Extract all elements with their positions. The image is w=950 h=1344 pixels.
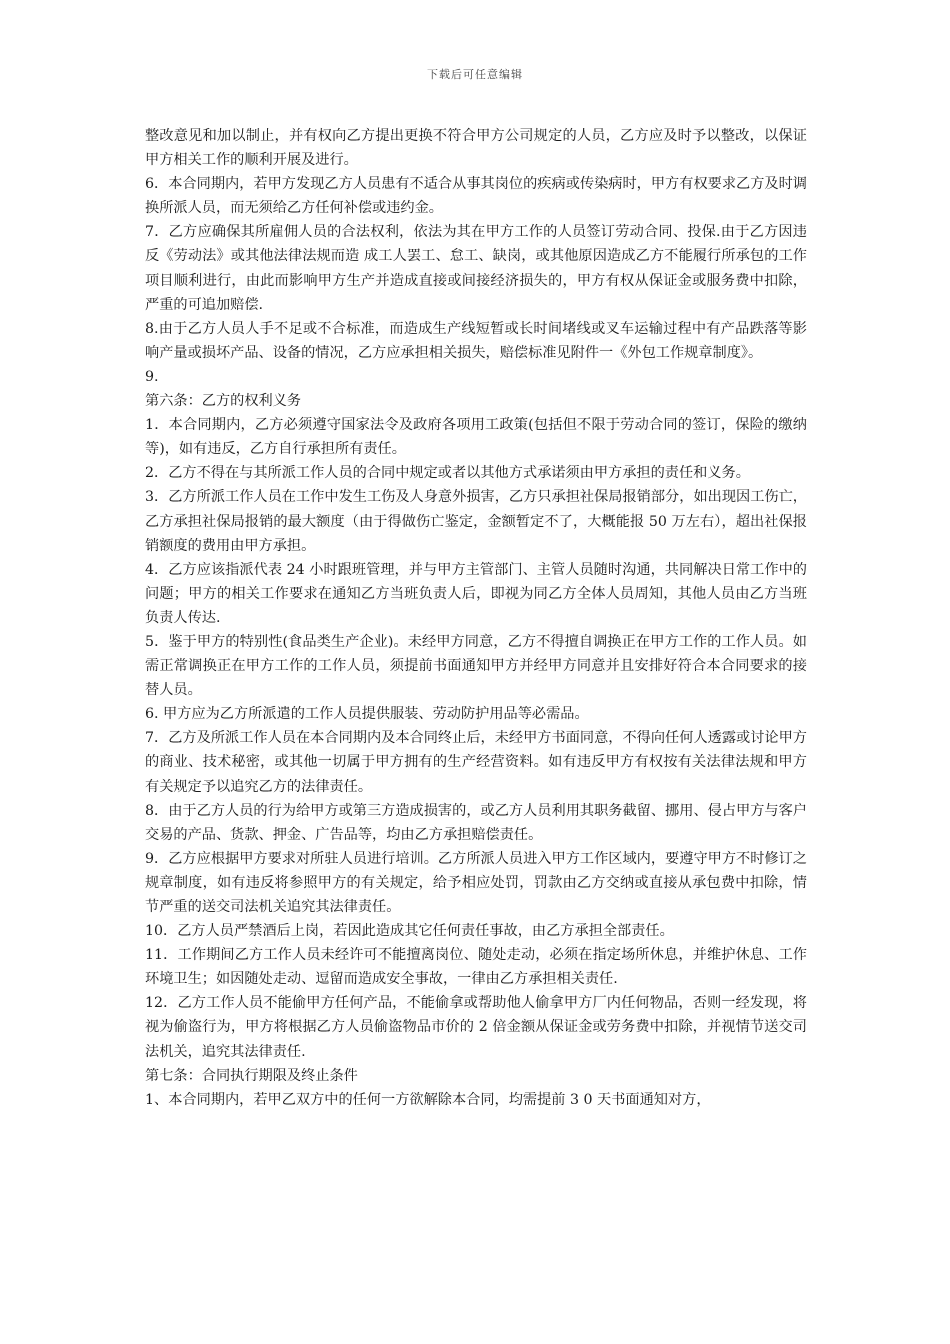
paragraph: 8．由于乙方人员的行为给甲方或第三方造成损害的，或乙方人员利用其职务截留、挪用、侵占甲方与客户交易的产品、货款、押金、广告品等，均由乙方承担赔偿责任。 [145,802,807,843]
page-header: 下载后可任意编辑 [427,68,523,81]
paragraph: 4．乙方应该指派代表 24 小时跟班管理，并与甲方主管部门、主管人员随时沟通，共同解决日常工作中的问题；甲方的相关工作要求在通知乙方当班负责人后，即视为同乙方全体人员周知，其他人员由乙方当班负责人传达. [145,561,807,626]
paragraph: 11．工作期间乙方工作人员未经许可不能擅离岗位、随处走动，必须在指定场所休息，并维护休息、工作环境卫生；如因随处走动、逗留而造成安全事故，一律由乙方承担相关责任. [145,947,807,988]
paragraph: 7．乙方及所派工作人员在本合同期内及本合同终止后，未经甲方书面同意，不得向任何人透露或讨论甲方的商业、技术秘密，或其他一切属于甲方拥有的生产经营资料。如有违反甲方有权按有关法律法规和甲方有关规定予以追究乙方的法律责任。 [145,730,807,795]
paragraph: 3．乙方所派工作人员在工作中发生工伤及人身意外损害，乙方只承担社保局报销部分，如出现因工伤亡，乙方承担社保局报销的最大额度（由于得做伤亡鉴定，金额暂定不了，大概能报 50 万左右），超出社保报销额度的费用由甲方承担。 [145,489,807,554]
section-heading: 第六条：乙方的权利义务 [145,393,302,410]
section-heading: 1、本合同期内，若甲乙双方中的任何一方欲解除本合同，均需提前 3 0 天书面通知对方， [145,1091,711,1108]
paragraph: 10．乙方人员严禁酒后上岗，若因此造成其它任何责任事故，由乙方承担全部责任。 [145,923,674,940]
paragraph: 6．本合同期内，若甲方发现乙方人员患有不适合从事其岗位的疾病或传染病时，甲方有权要求乙方及时调换所派人员，而无须给乙方任何补偿或违约金。 [145,176,807,217]
paragraph: 7．乙方应确保其所雇佣人员的合法权利，依法为其在甲方工作的人员签订劳动合同、投保.由于乙方因违反《劳动法》或其他法律法规而造 成工人罢工、怠工、缺岗，或其他原因造成乙方不能履行所承包的工作项目顺利进行，由此而影响甲方生产并造成直接或间接经济损失的，甲方有权从保证金或服务费中扣除，严重的可追加赔偿. [145,224,807,313]
paragraph: 9. [145,368,159,385]
paragraph: 2．乙方不得在与其所派工作人员的合同中规定或者以其他方式承诺须由甲方承担的责任和义务。 [145,465,750,482]
paragraph: 9．乙方应根据甲方要求对所驻人员进行培训。乙方所派人员进入甲方工作区域内，要遵守甲方不时修订之规章制度，如有违反将参照甲方的有关规定，给予相应处罚，罚款由乙方交纳或直接从承包费中扣除，情节严重的送交司法机关追究其法律责任。 [145,850,807,915]
document-body [145,124,807,1112]
paragraph: 1．本合同期内，乙方必须遵守国家法令及政府各项用工政策(包括但不限于劳动合同的签订，保险的缴纳等)，如有违反，乙方自行承担所有责任。 [145,417,807,458]
paragraph: 8.由于乙方人员人手不足或不合标准，而造成生产线短暂或长时间堵线或叉车运输过程中有产品跌落等影响产量或损坏产品、设备的情况，乙方应承担相关损失，赔偿标准见附件一《外包工作规章制度》。 [145,320,807,361]
paragraph: 6. 甲方应为乙方所派遣的工作人员提供服装、劳动防护用品等必需品。 [145,706,589,723]
paragraph: 第七条：合同执行期限及终止条件 [145,1067,358,1084]
paragraph: 12．乙方工作人员不能偷甲方任何产品，不能偷拿或帮助他人偷拿甲方厂内任何物品，否则一经发现，将视为偷盗行为，甲方将根据乙方人员偷盗物品市价的 2 倍金额从保证金或劳务费中扣除，并视情节送交司法机关，追究其法律责任. [145,995,807,1060]
paragraph: 整改意见和加以制止，并有权向乙方提出更换不符合甲方公司规定的人员，乙方应及时予以整改，以保证甲方相关工作的顺利开展及进行。 [145,128,807,169]
paragraph: 5．鉴于甲方的特别性(食品类生产企业)。未经甲方同意，乙方不得擅自调换正在甲方工作的工作人员。如需正常调换正在甲方工作的工作人员，须提前书面通知甲方并经甲方同意并且安排好符合本合同要求的接替人员。 [145,633,807,699]
